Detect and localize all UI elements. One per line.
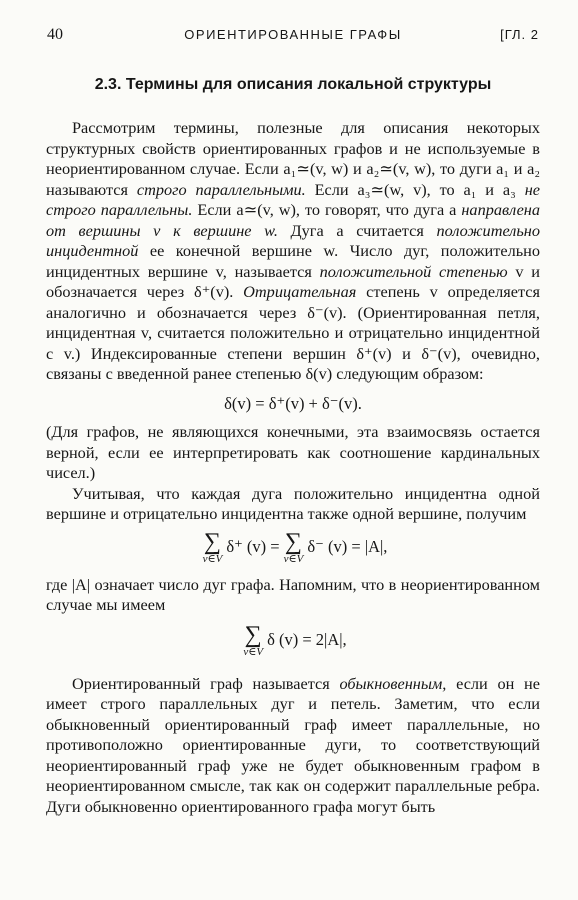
degree-formula: δ(v) = δ⁺(v) + δ⁻(v). (224, 393, 362, 413)
term-not-strictly-parallel: не строго параллельны. (46, 179, 540, 219)
paragraph-undirected: где |A| означает число дуг графа. Напомним, что в неориентированном случае мы имеем (46, 574, 540, 614)
sum-symbol-1: ∑ v∈V (202, 528, 223, 565)
body-text (46, 118, 540, 817)
sum-term-positive: δ⁺ (v) = (226, 536, 280, 556)
sum-symbol-3: ∑ v∈V (243, 621, 264, 658)
sum-term-negative: δ⁻ (v) = |A|, (307, 536, 388, 556)
paragraph-incidence: Учитывая, что каждая дуга положительно инцидентна одной вершине и отрицательно инцидентна также одной вершине, получим (46, 483, 540, 523)
term-positively-incident: положительно инцидентной (46, 220, 540, 260)
term-negative: Отрицательная (243, 282, 357, 301)
undirected-sum-formula (46, 621, 540, 658)
sum-term-undirected: δ (v) = 2|A|, (267, 629, 347, 649)
sum-degree-formula (46, 528, 540, 565)
paragraph-ordinary-graph: Ориентированный граф называется обыкновенным, если он не имеет строго параллельных дуг и петель. Заметим, что если обыкновенный ориентированный граф имеет параллельные, но противоположно ориентированные дуги, то соответствующий неориентированный граф уже не будет обыкновенным графом в неориентированном смысле, так как он содержит параллельные ребра. Дуги обыкновенно ориентированного графа могут быть (46, 673, 540, 816)
page-header (47, 26, 539, 48)
paragraph-definitions: Рассмотрим термины, полезные для описания некоторых структурных свойств ориентированных графов и не используемые в неориентированном случае. Если a₁≃(v, w) и a₂≃(v, w), то дуги a₁ и a₂ называются строго параллельными. Если a₃≃(w, v), то a₁ и a₃ не строго параллельны. Если a≃(v, w), то говорят, что дуга a направлена от вершины v к вершине w. Дуга a считается положительно инцидентной ее конечной вершине w. Число дуг, положительно инцидентных вершине v, называется положительной степенью v и обозначается через δ⁺(v). Отрицательная степень v определяется аналогично и обозначается через δ⁻(v). (Ориентированная петля, инцидентная v, считается положительно и отрицательно инцидентной с v.) Индексированные степени вершин δ⁺(v) и δ⁻(v), очевидно, связаны с введенной ранее степенью δ(v) следующим образом: (46, 118, 541, 383)
term-positive-degree: положительной степенью (319, 261, 508, 281)
chapter-label: [ГЛ. 2 (500, 27, 539, 42)
term-ordinary: обыкновенным, (339, 673, 447, 693)
sum-symbol-2: ∑ v∈V (283, 528, 304, 565)
running-title: ОРИЕНТИРОВАННЫЕ ГРАФЫ (184, 27, 402, 42)
paragraph-cardinal-note: (Для графов, не являющихся конечными, эта взаимосвязь остается верной, если ее интерпретировать как соотношение кардинальных чисел.) (46, 422, 540, 482)
section-title: 2.3. Термины для описания локальной структуры (94, 76, 492, 93)
term-strictly-parallel: строго параллельными. (136, 179, 306, 199)
term-directed-from: направлена от вершины v к вершине w. (46, 200, 541, 240)
page-number: 40 (47, 26, 63, 43)
